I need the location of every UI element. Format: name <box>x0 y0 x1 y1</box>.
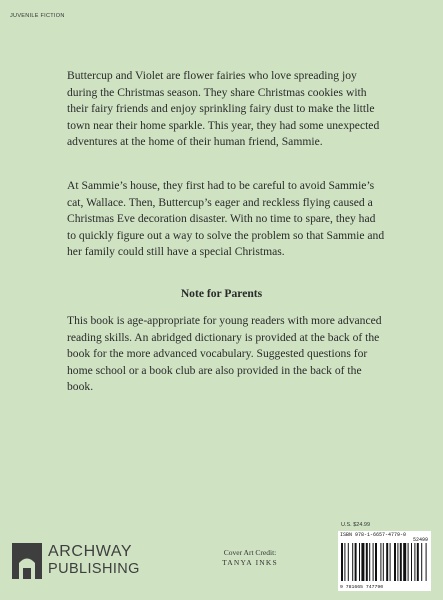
note-title: Note for Parents <box>180 287 263 300</box>
blurb-paragraph-2: At Sammie’s house, they first had to be careful to avoid Sammie’s cat, Wallace. Then, Buttercup’s eager and reckless flying caused a Christmas Eve decoration disaster. With no time to spare, they had to quickly figure out a way to solve the problem so that Sammie and her family could still have a special Christmas. <box>67 179 385 259</box>
credit-label: Cover Art Credit: <box>223 548 277 557</box>
credit-artist: TANYA INKS <box>222 558 278 567</box>
publisher-name-line1: ARCHWAY <box>48 543 133 560</box>
note-text: This book is age-appropriate for young readers with more advanced reading skills. An abridged dictionary is provided at the back of the book for the more advanced vocabulary. Suggested questions for home school or a book club are also provided in the back of the book. <box>67 314 382 394</box>
cover-art-credit <box>205 548 295 568</box>
isbn-text: ISBN 978-1-6657-4779-0 <box>340 532 407 538</box>
publisher-name-line2: PUBLISHING <box>48 561 140 577</box>
publisher-logo <box>12 543 162 579</box>
blurb-paragraph-1: Buttercup and Violet are flower fairies who love spreading joy during the Christmas season. They share Christmas cookies with their fairy friends and enjoy sprinkling fairy dust to make the little town near their home sparkle. This year, they had some unexpected adventures at the home of their human friend, Sammie. <box>67 69 380 149</box>
barcode-bars <box>341 543 428 581</box>
category-label: JUVENILE FICTION <box>10 13 65 19</box>
barcode-digits: 9 781665 747790 <box>340 585 384 590</box>
barcode-price-code: 52499 <box>412 537 428 543</box>
barcode <box>338 531 431 591</box>
price-label: U.S. $24.99 <box>341 522 371 528</box>
archway-logo-icon <box>12 543 42 579</box>
